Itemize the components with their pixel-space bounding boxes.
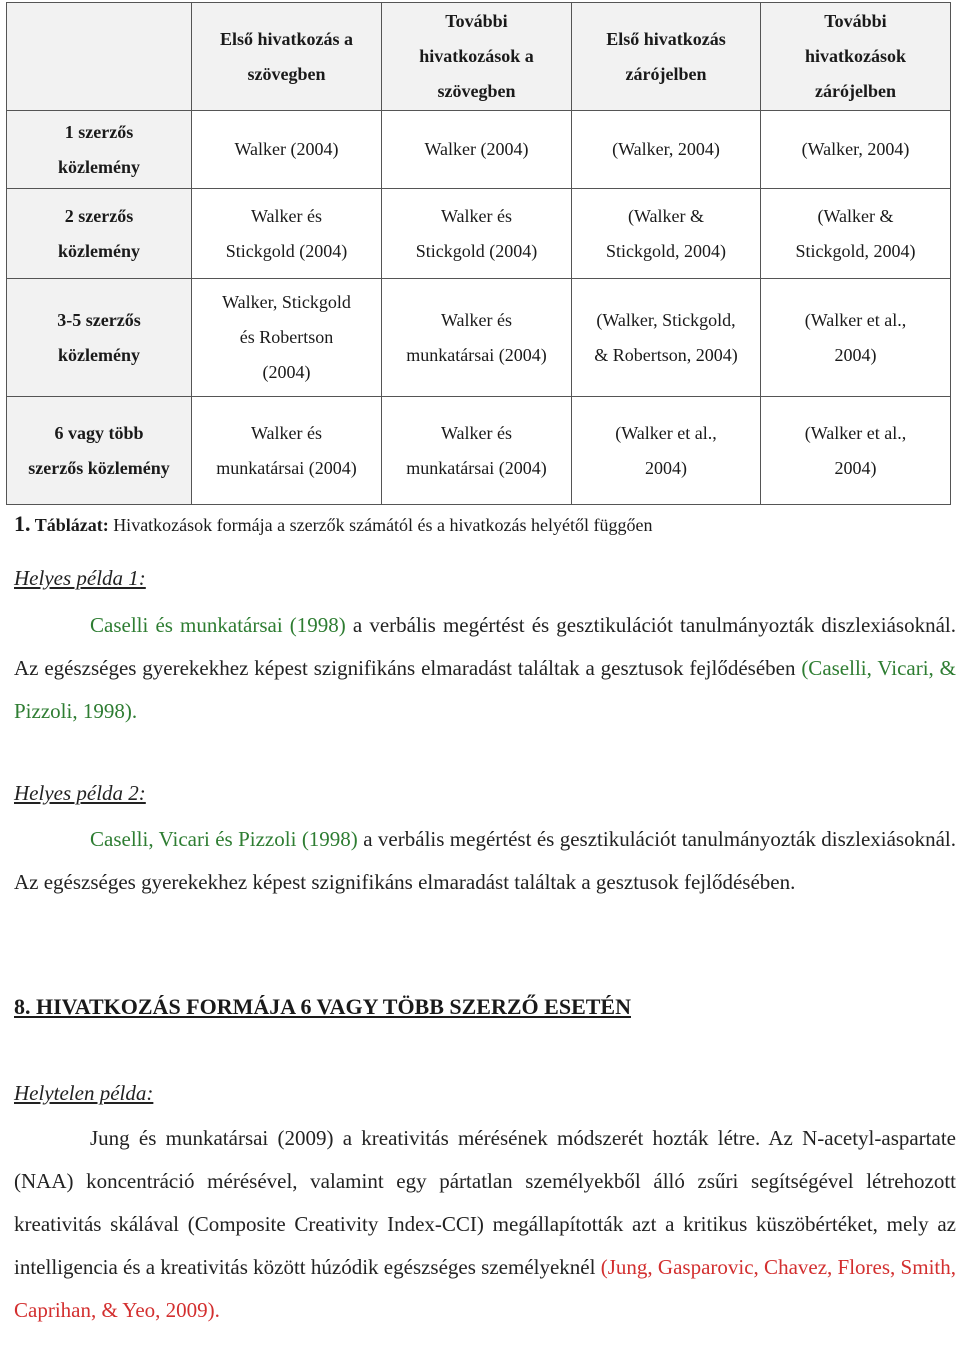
table-cell-line: (Walker, Stickgold,	[596, 309, 736, 330]
example1-citation-end: (Caselli, Vicari, & Pizzoli, 1998).	[14, 656, 956, 723]
table-cell-line: (Walker et al.,	[804, 309, 907, 330]
table-cell	[761, 397, 951, 505]
bad-example-heading: Helytelen példa:	[14, 1081, 154, 1105]
table-cell-line: Walker és	[440, 422, 512, 443]
table-cell-line: Walker (2004)	[234, 139, 339, 159]
table-cell	[192, 279, 382, 397]
table-cell	[382, 397, 572, 505]
table-cell	[572, 189, 761, 279]
table-cell-line: (Walker, 2004)	[801, 139, 910, 159]
table-header-cell	[192, 3, 382, 111]
table-cell-line: Walker és	[440, 205, 512, 226]
table-cell-line: Stickgold (2004)	[415, 240, 538, 261]
table-header-cell-line: További	[824, 11, 887, 31]
section-title: 8. HIVATKOZÁS FORMÁJA 6 VAGY TÖBB SZERZŐ ESETÉN	[14, 994, 631, 1019]
table-row	[7, 279, 951, 397]
table-cell	[761, 279, 951, 397]
table-cell	[761, 189, 951, 279]
table-header-cell	[382, 3, 572, 111]
table-row	[7, 397, 951, 505]
table-header-cell-line: szövegben	[437, 81, 516, 101]
table-header-cell-line: hivatkozások a	[419, 46, 534, 66]
table-cell-line: 2004)	[834, 457, 877, 478]
table-header-cell	[761, 3, 951, 111]
table-row-label-line: közlemény	[58, 156, 140, 177]
table-header-row	[7, 3, 951, 111]
table-cell-line: és Robertson	[239, 327, 334, 347]
table-cell-line: munkatársai (2004)	[216, 457, 357, 478]
table-row-label-line: 3-5 szerzős	[57, 309, 141, 330]
table-row-label-line: 2 szerzős	[64, 205, 134, 226]
table-cell	[572, 279, 761, 397]
table-cell	[572, 111, 761, 189]
table-cell-line: (2004)	[262, 362, 311, 382]
table-cell-line: Stickgold, 2004)	[606, 240, 726, 261]
table-row-label-line: közlemény	[58, 344, 140, 365]
table-row-label-line: 1 szerzős	[64, 121, 134, 142]
table-cell-line: & Robertson, 2004)	[594, 344, 738, 365]
table-cell	[382, 189, 572, 279]
table-cell-line: Walker (2004)	[424, 139, 529, 159]
example2-paragraph	[14, 818, 956, 904]
example2-body: a verbális megértést és gesztikulációt tanulmányozták diszlexiásoknál. Az egészséges gyerekekhez képest szignifikáns elmaradást találtak a gesztusok fejlődésében.	[14, 827, 956, 894]
table-cell-line: Walker, Stickgold	[222, 292, 351, 312]
table-row-label	[7, 111, 192, 189]
table-cell-line: 2004)	[834, 344, 877, 365]
example2-heading: Helyes példa 2:	[14, 781, 146, 805]
table-header-cell	[572, 3, 761, 111]
bad-example-paragraph	[14, 1117, 956, 1332]
table-cell-line: (Walker et al.,	[615, 422, 717, 443]
bad-example-citation: (Jung, Gasparovic, Chavez, Flores, Smith, Caprihan, & Yeo, 2009).	[14, 1255, 956, 1322]
table-cell-line: Stickgold (2004)	[225, 240, 348, 261]
table-header-cell-line: hivatkozások	[804, 46, 907, 66]
table-cell-line: Walker és	[440, 309, 512, 330]
bad-example-body: Jung és munkatársai (2009) a kreativitás mérésének módszerét hozták létre. Az N-acetyl-aspartate (NAA) koncentráció mérésével, valamint egy pártatlan személyekből álló zsűri segítségével létrehozott kreativitás skálával (Composite Creativity Index-CCI) megállapították azt a kritikus küszöbértéket, mely az intelligencia és a kreativitás között húzódik egészséges személyeknél	[14, 1126, 956, 1279]
table-header-cell-line: szövegben	[247, 63, 326, 84]
table-cell-line: (Walker &	[817, 205, 894, 226]
table-header-cell-line: Első hivatkozás	[606, 28, 726, 49]
table-header-cell-line: zárójelben	[625, 63, 707, 84]
table-cell	[192, 111, 382, 189]
table-cell	[382, 111, 572, 189]
table-cell	[382, 279, 572, 397]
table-cell-line: Stickgold, 2004)	[795, 240, 916, 261]
example1-heading: Helyes példa 1:	[14, 566, 146, 590]
table-cell-line: (Walker et al.,	[804, 422, 907, 443]
table-header-cell-line: zárójelben	[815, 81, 896, 101]
table-row	[7, 111, 951, 189]
table-row-label-line: szerzős közlemény	[28, 457, 170, 478]
table-row	[7, 189, 951, 279]
table-caption	[14, 510, 652, 539]
example1-body: a verbális megértést és gesztikulációt tanulmányozták diszlexiásoknál. Az egészséges gyerekekhez képest szignifikáns elmaradást találtak a gesztusok fejlődésében	[14, 613, 957, 680]
table-cell-line: Walker és	[250, 205, 322, 226]
table-cell-line: Walker és	[250, 422, 322, 443]
example1-citation-start: Caselli és munkatársai (1998)	[90, 613, 346, 637]
caption-text: Hivatkozások formája a szerzők számától és a hivatkozás helyétől függően	[113, 515, 653, 535]
table-cell	[572, 397, 761, 505]
table-row-label-line: közlemény	[58, 240, 140, 261]
table-cell	[192, 397, 382, 505]
table-cell	[761, 111, 951, 189]
table-cell-line: (Walker &	[627, 205, 705, 226]
citation-format-table	[6, 2, 951, 505]
table-row-label-line: 6 vagy több	[54, 422, 144, 443]
table-cell-line: 2004)	[645, 457, 687, 478]
table-cell-line: (Walker, 2004)	[612, 139, 720, 159]
table-cell-line: munkatársai (2004)	[406, 457, 547, 478]
table-cell-line: munkatársai (2004)	[406, 344, 547, 365]
table-row-label	[7, 279, 192, 397]
example1-paragraph	[14, 604, 956, 733]
table-cell	[192, 189, 382, 279]
table-header-cell-line: Első hivatkozás a	[219, 28, 354, 49]
table-row-label	[7, 397, 192, 505]
table-row-label	[7, 189, 192, 279]
table-corner-cell	[7, 3, 192, 111]
caption-label: 1. Táblázat:	[14, 511, 109, 536]
table-header-cell-line: További	[445, 11, 508, 31]
example2-citation-start: Caselli, Vicari és Pizzoli (1998)	[90, 827, 358, 851]
